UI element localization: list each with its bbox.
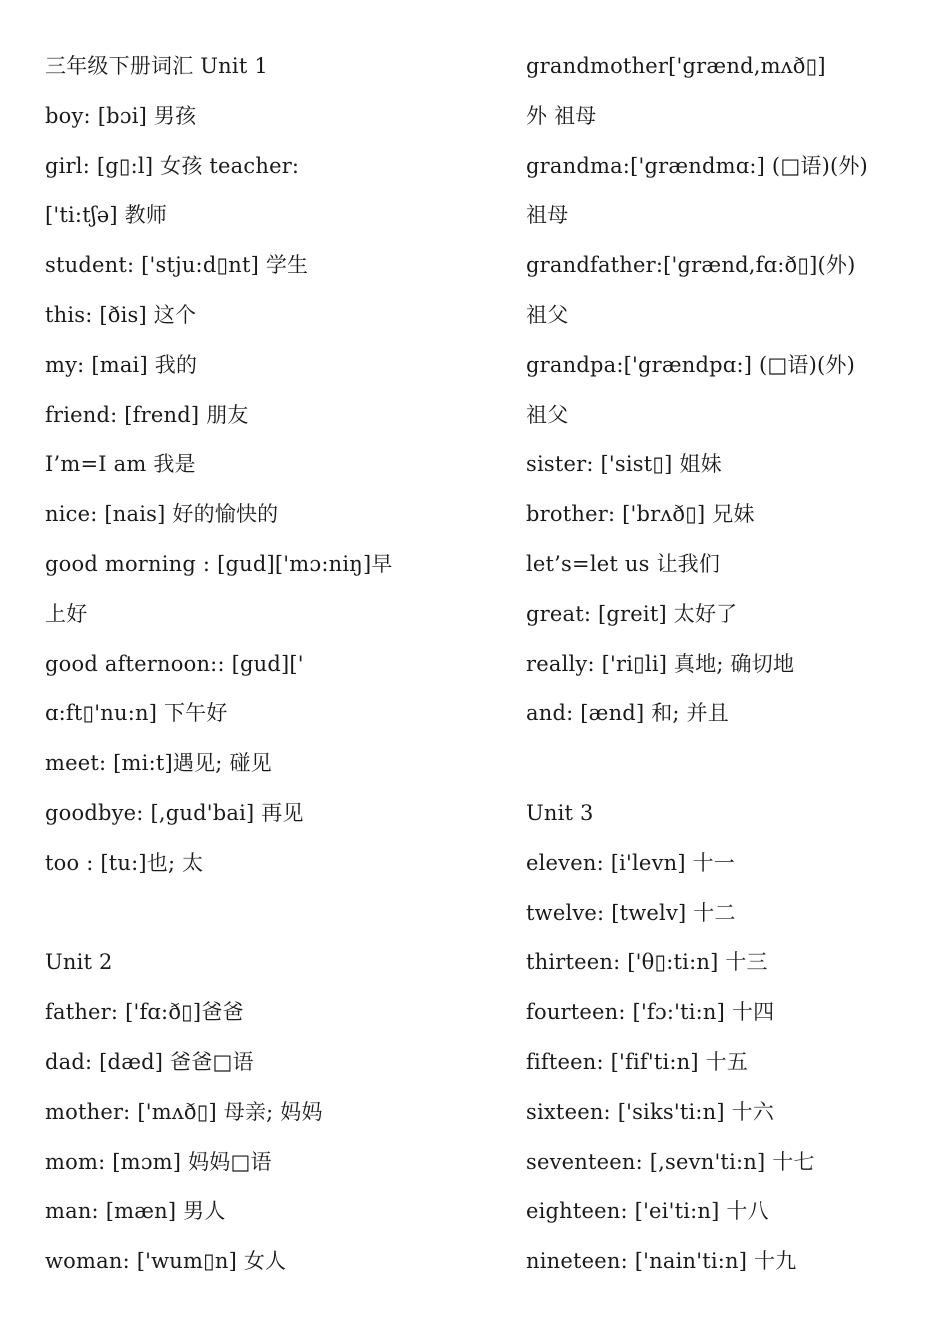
right-column — [526, 42, 926, 1287]
vocab-line: grandfather:['grænd,fɑ:ð▯](外) — [526, 253, 856, 278]
vocab-line: twelve: [twelv] 十二 — [526, 900, 736, 925]
vocab-line: woman: ['wum▯n] 女人 — [45, 1249, 287, 1274]
vocab-line: boy: [bɔi] 男孩 — [45, 103, 197, 128]
vocab-line: 外 祖母 — [526, 103, 597, 128]
vocab-line: this: [ðis] 这个 — [45, 302, 197, 327]
vocab-line: mom: [mɔm] 妈妈□语 — [45, 1149, 272, 1174]
vocab-line: brother: ['brʌð▯] 兄妹 — [526, 502, 755, 527]
vocab-line: grandpa:['grændpɑ:] (□语)(外) — [526, 352, 856, 377]
vocab-line: goodbye: [,gud'bai] 再见 — [45, 800, 304, 825]
vocab-line: too : [tu:]也; 太 — [45, 850, 204, 875]
vocab-line: sixteen: ['siks'ti:n] 十六 — [526, 1099, 775, 1124]
vocab-line: grandma:['grændmɑ:] (□语)(外) — [526, 153, 868, 178]
vocab-line: man: [mæn] 男人 — [45, 1199, 226, 1224]
vocab-line: great: [greit] 太好了 — [526, 601, 738, 626]
vocab-line: nice: [nais] 好的愉快的 — [45, 502, 279, 527]
vocab-line: sister: ['sist▯] 姐妹 — [526, 452, 722, 477]
vocab-line: really: ['ri▯li] 真地; 确切地 — [526, 651, 795, 676]
vocab-line: let’s=let us 让我们 — [526, 551, 721, 576]
vocab-line: eleven: [i'levn] 十一 — [526, 850, 736, 875]
vocab-line: eighteen: ['ei'ti:n] 十八 — [526, 1199, 769, 1224]
vocab-line: 祖父 — [526, 402, 569, 427]
vocab-line: I’m=I am 我是 — [45, 452, 196, 477]
vocab-line: 三年级下册词汇 Unit 1 — [45, 54, 268, 78]
vocab-line — [45, 889, 465, 939]
vocab-line: ['ti:tʃə] 教师 — [45, 203, 168, 228]
vocab-line: seventeen: [,sevn'ti:n] 十七 — [526, 1149, 815, 1174]
vocab-line: father: ['fɑ:ð▯]爸爸 — [45, 1000, 244, 1025]
vocab-line: 祖父 — [526, 302, 569, 327]
vocab-line: girl: [g▯:l] 女孩 teacher: — [45, 153, 300, 178]
vocab-line: 上好 — [45, 601, 88, 626]
vocab-line: fourteen: ['fɔ:'ti:n] 十四 — [526, 1000, 775, 1025]
unit-heading: Unit 3 — [526, 800, 594, 825]
vocab-line: my: [mai] 我的 — [45, 352, 198, 377]
unit-heading: Unit 2 — [45, 950, 113, 975]
vocab-line: thirteen: ['θ▯:ti:n] 十三 — [526, 950, 768, 975]
vocab-line — [526, 739, 926, 789]
vocab-line: ɑ:ft▯'nu:n] 下午好 — [45, 701, 228, 726]
vocab-line: mother: ['mʌð▯] 母亲; 妈妈 — [45, 1099, 323, 1124]
vocab-line: grandmother['grænd,mʌð▯] — [526, 54, 826, 78]
vocab-line: nineteen: ['nain'ti:n] 十九 — [526, 1249, 797, 1274]
vocab-line: meet: [mi:t]遇见; 碰见 — [45, 751, 272, 776]
vocab-line: good morning : [gud]['mɔ:niŋ]早 — [45, 551, 393, 576]
vocab-line: 祖母 — [526, 203, 569, 228]
vocab-line: dad: [dæd] 爸爸□语 — [45, 1049, 254, 1074]
vocab-line: friend: [frend] 朋友 — [45, 402, 249, 427]
vocab-line: good afternoon:: [gud][' — [45, 651, 304, 676]
vocab-line: fifteen: ['fif'ti:n] 十五 — [526, 1049, 749, 1074]
vocab-line: student: ['stju:d▯nt] 学生 — [45, 253, 309, 278]
left-column — [45, 42, 465, 1287]
vocab-line: and: [ænd] 和; 并且 — [526, 701, 729, 726]
